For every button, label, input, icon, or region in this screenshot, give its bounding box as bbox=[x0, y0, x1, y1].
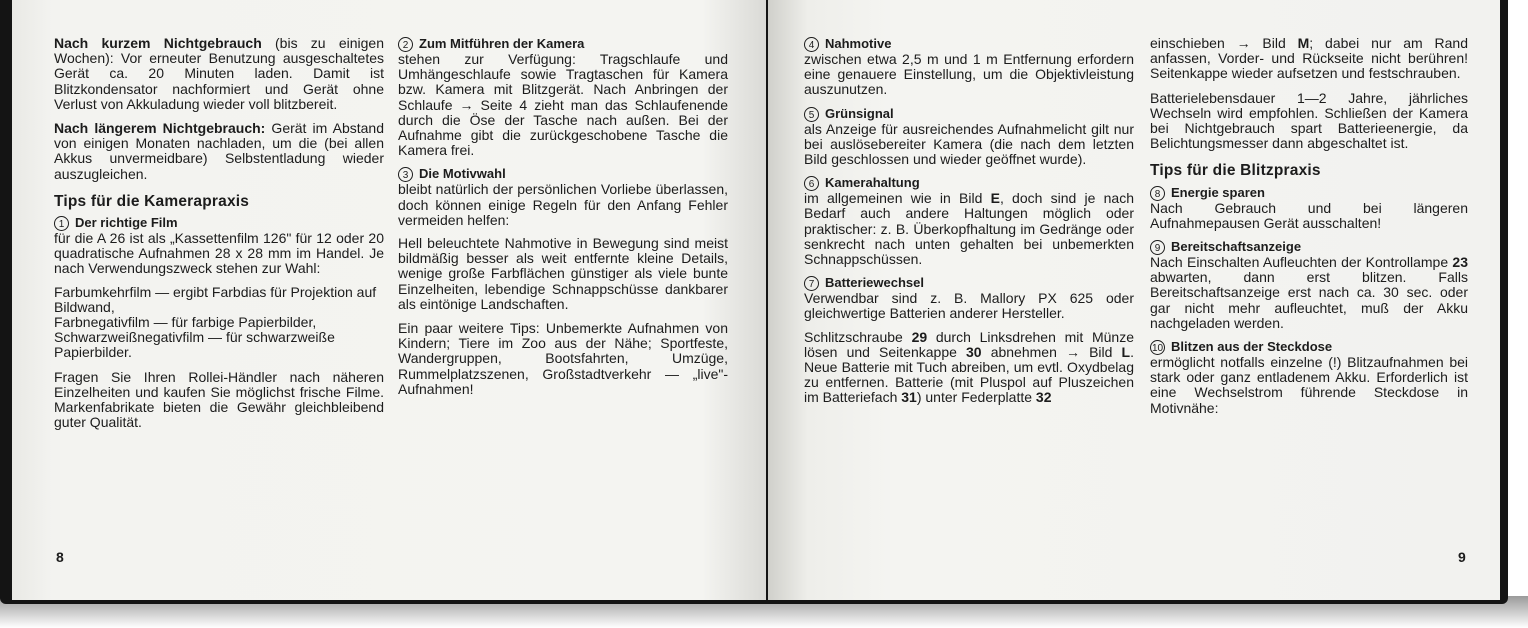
paragraph-battery-change bbox=[804, 330, 1134, 406]
tip-text: ermöglicht notfalls einzelne (!) Blitzaufnahmen bei stark oder ganz entladenem Akku. Erforderlich ist eine Wechselstrom führende Steckdose in Motivnähe: bbox=[1150, 354, 1468, 416]
section-heading-flash-tips: Tips für die Blitzpraxis bbox=[1150, 162, 1321, 180]
figure-ref: E bbox=[990, 190, 1000, 207]
paragraph-text: Gerät im Abstand von einigen Monaten nachladen, um die (bei allen Akkus unvermeidbare) Selbstentladung wieder auszugleichen. bbox=[54, 120, 384, 182]
paragraph-insert bbox=[1150, 36, 1468, 82]
part-ref: 31 bbox=[901, 389, 917, 406]
paragraph-text: abnehmen → Bild bbox=[981, 343, 1122, 360]
tip-item-6 bbox=[804, 175, 1134, 267]
film-list bbox=[54, 285, 384, 361]
paragraph-short-nonuse bbox=[54, 36, 384, 112]
paragraph-long-nonuse bbox=[54, 121, 384, 182]
tip-item-1 bbox=[54, 215, 384, 277]
tip-title bbox=[54, 215, 384, 231]
paragraph-motive: Hell beleuchtete Nahmotive in Bewegung sind meist bildmäßig besser als weit entfernte kleine Details, wenige große Farbflächen günstiger als viele bunte Einzelheiten, lebendige Schnappschüsse dankbarer als eintönige Landschaften. bbox=[398, 235, 728, 312]
tip-item-3 bbox=[398, 166, 728, 228]
page-number: 9 bbox=[1458, 549, 1466, 565]
tip-text: bleibt natürlich der persönlichen Vorliebe überlassen, doch können einige Regeln für den Anfang Fehler vermeiden helfen: bbox=[398, 181, 728, 228]
circled-number-icon: 7 bbox=[804, 276, 819, 291]
tip-title-text: Kamerahaltung bbox=[825, 175, 920, 191]
tip-title bbox=[804, 106, 1134, 122]
tip-title-text: Der richtige Film bbox=[75, 215, 178, 231]
tip-item-10 bbox=[1150, 339, 1468, 416]
paragraph-battery-life: Batterielebensdauer 1—2 Jahre, jährliches Wechseln wird empfohlen. Schließen der Kamera bei Nichtgebrauch spart Batterieenergie, da Belichtungsmesser dann abgeschaltet ist. bbox=[1150, 89, 1468, 152]
tip-title-text: Batteriewechsel bbox=[825, 275, 924, 291]
paragraph-text: ; dabei nur am Rand anfassen, Vorder- und Rückseite nicht berühren! Seitenkappe wieder aufsetzen und festschrauben. bbox=[1150, 35, 1468, 82]
tip-text: für die A 26 ist als „Kassettenfilm 126" für 12 oder 20 quadratische Aufnahmen 28 x 28 mm im Handel. Je nach Verwendungszweck stehen zur Wahl: bbox=[54, 230, 384, 277]
part-ref: 23 bbox=[1452, 254, 1468, 271]
film-option: Farbumkehrfilm — ergibt Farbdias für Projektion auf Bildwand, bbox=[54, 283, 377, 315]
tip-title bbox=[1150, 185, 1468, 201]
tip-title-text: Die Motivwahl bbox=[419, 166, 506, 182]
left-column-1 bbox=[54, 36, 384, 439]
paragraph-text: . Neue Batterie mit Tuch abreiben, um evtl. Oxydbelag zu entfernen. Batterie (mit Pluspol auf Pluszeichen im Batteriefach bbox=[804, 343, 1134, 406]
tip-title bbox=[804, 36, 1134, 52]
tip-title bbox=[804, 175, 1134, 191]
paragraph-text: Schlitzschraube bbox=[804, 328, 912, 345]
tip-item-9 bbox=[1150, 239, 1468, 331]
section-heading-camera-tips: Tips für die Kamerapraxis bbox=[54, 192, 250, 210]
tip-title-text: Bereitschaftsanzeige bbox=[1171, 239, 1302, 255]
circled-number-icon: 2 bbox=[398, 37, 413, 52]
part-ref: 29 bbox=[911, 328, 928, 345]
tip-text: im allgemeinen wie in Bild bbox=[804, 190, 991, 207]
tip-item-4 bbox=[804, 36, 1134, 98]
circled-number-icon: 10 bbox=[1150, 340, 1165, 355]
film-option: Schwarzweißnegativfilm — für schwarzweiße Papierbilder. bbox=[54, 329, 335, 361]
tip-title bbox=[1150, 239, 1468, 255]
paragraph-more-tips: Ein paar weitere Tips: Unbemerkte Aufnahmen von Kindern; Tiere im Zoo aus der Nähe; Sportfeste, Wandergruppen, Bootsfahrten, Umzüge, Rummelplatzszenen, Großstadtverkehr — „live"-Aufnahmen! bbox=[398, 320, 728, 397]
tip-title bbox=[1150, 339, 1468, 355]
circled-number-icon: 3 bbox=[398, 167, 413, 182]
circled-number-icon: 5 bbox=[804, 107, 819, 122]
figure-ref: L bbox=[1121, 343, 1131, 360]
tip-title-text: Nahmotive bbox=[825, 36, 892, 51]
tip-item-7 bbox=[804, 275, 1134, 321]
bold-lead: Nach längerem Nichtgebrauch: bbox=[54, 120, 266, 137]
tip-text: als Anzeige für ausreichendes Aufnahmelicht gilt nur bei auslösebereiter Kamera (die nach dem letzten Bild geschlossen und wieder geöffnet wurde). bbox=[804, 120, 1134, 168]
tip-text: Verwendbar sind z. B. Mallory PX 625 oder gleichwertige Batterien anderer Hersteller. bbox=[804, 290, 1134, 322]
tip-title bbox=[398, 36, 728, 52]
tip-title bbox=[804, 275, 1134, 291]
tip-title-text: Zum Mitführen der Kamera bbox=[419, 36, 585, 51]
tip-item-5 bbox=[804, 106, 1134, 168]
right-page bbox=[768, 0, 1500, 600]
circled-number-icon: 9 bbox=[1150, 240, 1165, 255]
part-ref: 30 bbox=[966, 343, 982, 360]
paragraph-text: einschieben → Bild bbox=[1150, 35, 1298, 51]
tip-title-text: Energie sparen bbox=[1171, 184, 1265, 200]
tip-item-2 bbox=[398, 36, 728, 158]
paragraph-text: ) unter Federplatte bbox=[916, 389, 1036, 406]
tip-text: abwarten, dann erst blitzen. Falls Bereitschaftsanzeige erst nach ca. 30 sec. oder gar nicht mehr aufleuchtet, muß der Akku nachgeladen werden. bbox=[1150, 269, 1468, 331]
tip-title-text: Grünsignal bbox=[825, 105, 894, 121]
tip-text: stehen zur Verfügung: Tragschlaufe und Umhängeschlaufe sowie Tragtaschen für Kamera bzw. Kamera mit Blitzgerät. Nach Anbringen der Schlaufe → Seite 4 zieht man das Schlaufenende durch die Öse der Tasche nach außen. Bei der Aufnahme gibt die zurückgeschobene Tasche die Kamera frei. bbox=[398, 51, 728, 159]
right-column-1 bbox=[804, 36, 1134, 415]
part-ref: 32 bbox=[1035, 389, 1052, 406]
circled-number-icon: 6 bbox=[804, 176, 819, 191]
tip-text: Nach Gebrauch und bei längeren Aufnahmepausen Gerät ausschalten! bbox=[1150, 199, 1468, 231]
figure-ref: M bbox=[1297, 35, 1310, 51]
tip-title bbox=[398, 166, 728, 182]
tip-item-8 bbox=[1150, 185, 1468, 231]
circled-number-icon: 1 bbox=[54, 216, 69, 231]
page-number: 8 bbox=[56, 549, 64, 565]
paragraph-text: durch Linksdrehen mit Münze lösen und Seitenkappe bbox=[804, 328, 1135, 360]
tip-text: Nach Einschalten Aufleuchten der Kontrollampe bbox=[1150, 254, 1453, 271]
tip-text: zwischen etwa 2,5 m und 1 m Entfernung erfordern eine genauere Einstellung, um die Objektivleistung auszunutzen. bbox=[804, 51, 1134, 98]
film-option: Farbnegativfilm — für farbige Papierbilder, bbox=[54, 314, 317, 331]
tip-text: , doch sind je nach Bedarf auch andere Haltungen möglich oder praktischer: z. B. Überkopfhaltung im Gedränge oder senkrecht nach unten gehalten bei unbemerkten Schnappschüssen. bbox=[804, 190, 1135, 268]
left-column-2 bbox=[398, 36, 728, 406]
circled-number-icon: 8 bbox=[1150, 186, 1165, 201]
paragraph-dealer: Fragen Sie Ihren Rollei-Händler nach näheren Einzelheiten und kaufen Sie möglichst frische Filme. Markenfabrikate bieten die Gewähr gleichbleibend guter Qualität. bbox=[54, 368, 384, 431]
right-column-2 bbox=[1150, 36, 1468, 424]
paragraph-text: (bis zu einigen Wochen): Vor erneuter Benutzung ausgeschaltetes Gerät ca. 20 Minuten laden. Damit ist Blitzkondensator nachformiert und Gerät ohne Verlust von Akkuladung wieder voll blitzbereit. bbox=[54, 35, 384, 112]
left-page bbox=[12, 0, 766, 600]
circled-number-icon: 4 bbox=[804, 37, 819, 52]
tip-title-text: Blitzen aus der Steckdose bbox=[1171, 339, 1333, 355]
bold-lead: Nach kurzem Nichtgebrauch bbox=[54, 35, 262, 51]
